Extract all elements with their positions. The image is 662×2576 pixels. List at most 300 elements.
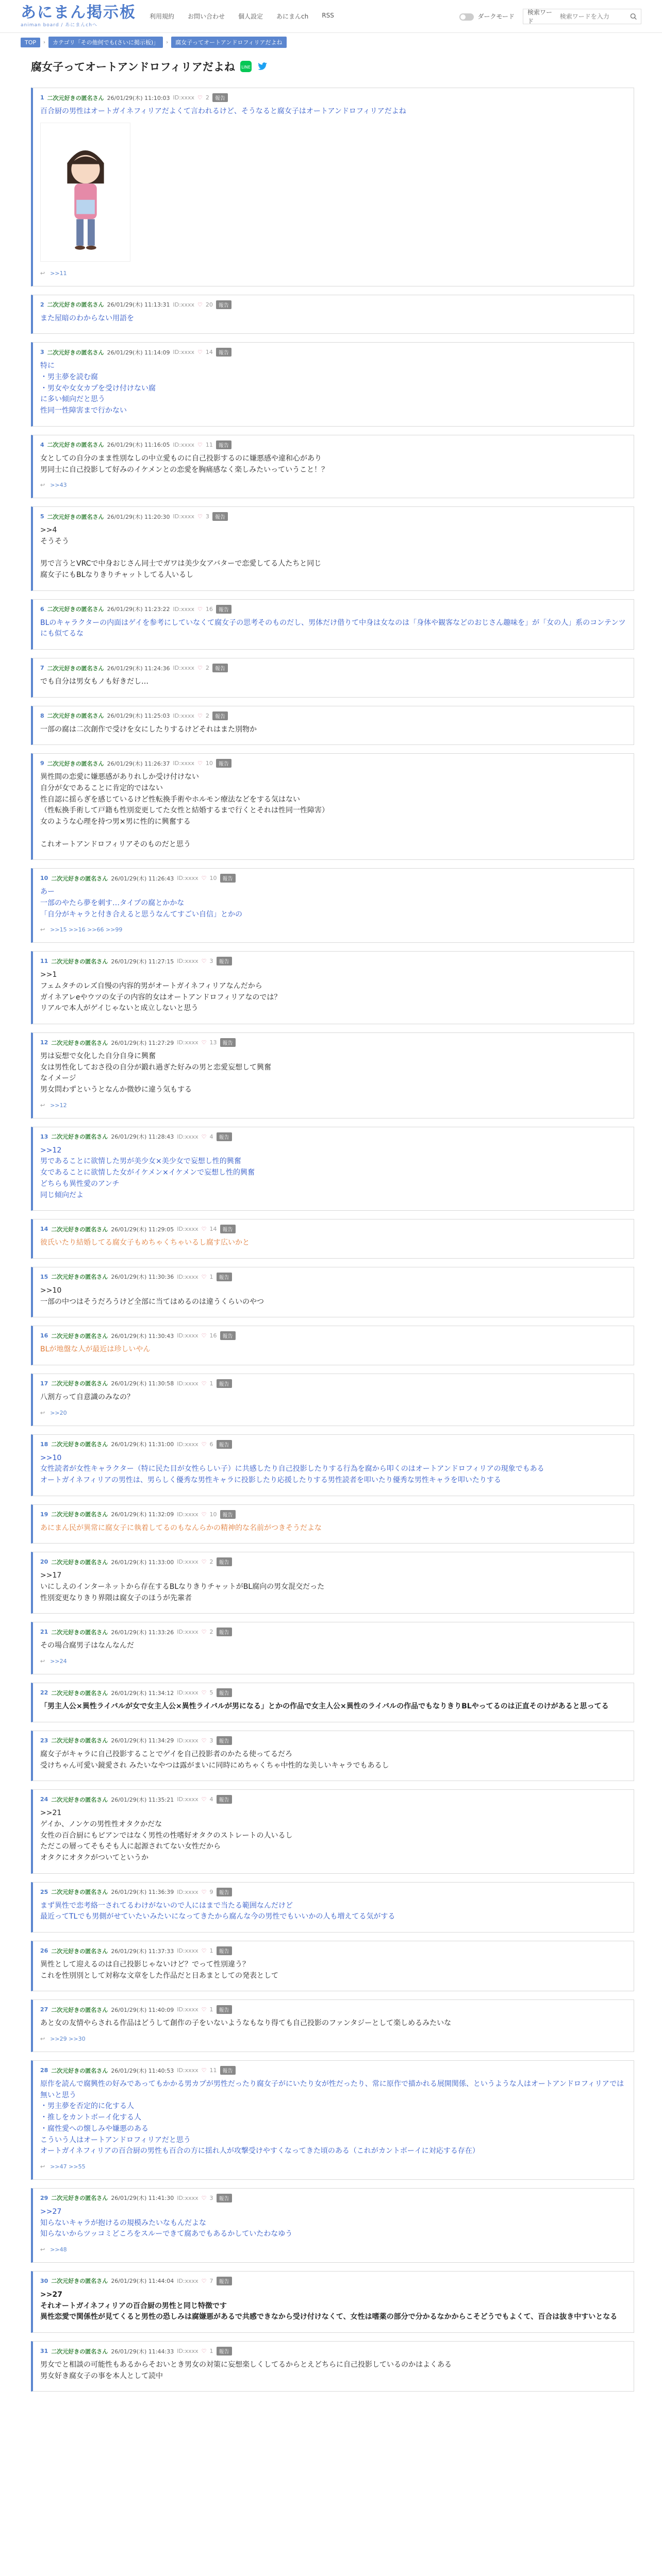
post-header	[40, 2005, 626, 2014]
like-count: 13	[209, 1039, 217, 1046]
like-count: 1	[209, 2006, 213, 2013]
post-header	[40, 1331, 626, 1340]
post-body: 異性として迎えるのは自己投影じゃないけど？でって性別違う？ これを性別別として対称な文章をした作品だと日あまとしての発表として	[40, 1960, 278, 1980]
reply-links[interactable]: >>43	[50, 482, 67, 489]
search-input[interactable]	[560, 13, 627, 20]
post-number[interactable]: 12	[40, 1039, 48, 1046]
report-button[interactable]: 報告	[220, 2066, 236, 2075]
post-number[interactable]: 7	[40, 665, 44, 671]
heart-icon[interactable]: ♡	[197, 665, 203, 671]
header-right	[459, 9, 641, 24]
heart-icon[interactable]: ♡	[197, 760, 203, 767]
post-number[interactable]: 23	[40, 1737, 48, 1744]
post-body: >>27 知らないキャラが抱けるの規模みたいなもんだよな 知らないからツッコミどころをスルーできて腐あでもあるかしていたわなゆう	[40, 2207, 293, 2239]
post-author: 二次元好きの匿名さん	[51, 2067, 108, 2074]
like-count: 14	[209, 1226, 217, 1233]
report-button[interactable]: 報告	[217, 1132, 232, 1141]
heart-icon[interactable]: ♡	[197, 605, 203, 613]
post-number[interactable]: 26	[40, 1947, 48, 1954]
heart-icon[interactable]: ♡	[201, 1039, 207, 1046]
post-header	[40, 512, 626, 521]
reply-icon[interactable]: ↩	[40, 1409, 45, 1416]
like-count: 3	[205, 513, 209, 520]
post-illustration[interactable]	[40, 123, 130, 262]
post-body: 男女でと相談の可能性もあるからそおいとき男女の対策に妄想楽しくしてるからとえどちらに自己投影しているのかはよくある 男女好き腐女子の事を本人として読中	[40, 2361, 452, 2380]
post-body: >>4 そうそう 男で言うとVRCで中身おじさん同士でガワは美少女アバターで恋愛してる人たちと同じ 腐女子にもBLなりきりチャットしてる人いるし	[40, 526, 322, 579]
post-author: 二次元好きの匿名さん	[47, 94, 104, 101]
heart-icon[interactable]: ♡	[197, 712, 203, 719]
report-button[interactable]: 報告	[216, 440, 231, 449]
post-id: ID:xxxx	[177, 1737, 198, 1744]
like-count: 10	[209, 1511, 217, 1518]
heart-icon[interactable]: ♡	[201, 1796, 207, 1803]
post	[31, 658, 634, 698]
post-id: ID:xxxx	[177, 2067, 198, 2074]
heart-icon[interactable]: ♡	[201, 1629, 207, 1636]
heart-icon[interactable]: ♡	[197, 513, 203, 520]
report-button[interactable]: 報告	[220, 1331, 236, 1340]
report-button[interactable]: 報告	[217, 1379, 232, 1388]
post-header	[40, 1132, 626, 1141]
report-button[interactable]: 報告	[217, 1557, 232, 1566]
post-number[interactable]: 17	[40, 1380, 48, 1387]
post-id: ID:xxxx	[177, 1796, 198, 1803]
heart-icon[interactable]: ♡	[201, 958, 207, 965]
breadcrumb-category[interactable]: カテゴリ「その他何でも(さいに掲示板)」	[48, 37, 163, 48]
post-date: 26/01/29(木) 11:31:00	[111, 1441, 174, 1448]
post-date: 26/01/29(木) 11:40:53	[111, 2067, 174, 2074]
heart-icon[interactable]: ♡	[201, 1888, 207, 1895]
reply-links[interactable]: >>29 >>30	[50, 2036, 86, 2043]
report-button[interactable]: 報告	[216, 348, 231, 357]
heart-icon[interactable]: ♡	[201, 1440, 207, 1448]
post-header	[40, 1688, 626, 1697]
post-header	[40, 1795, 626, 1804]
post-date: 26/01/29(木) 11:32:09	[111, 1511, 174, 1518]
reply-links[interactable]: >>24	[50, 1658, 67, 1665]
post	[31, 506, 634, 590]
post-author: 二次元好きの匿名さん	[51, 1947, 108, 1955]
post-number[interactable]: 19	[40, 1511, 48, 1518]
report-button[interactable]: 報告	[217, 1736, 232, 1745]
report-button[interactable]: 報告	[220, 1225, 236, 1233]
report-button[interactable]: 報告	[216, 605, 231, 614]
post	[31, 1882, 634, 1933]
post-date: 26/01/29(木) 11:20:30	[107, 513, 170, 520]
search-label: 検索ワード	[527, 8, 553, 25]
report-button[interactable]: 報告	[212, 711, 228, 720]
post-author: 二次元好きの匿名さん	[47, 349, 104, 356]
post-author: 二次元好きの匿名さん	[51, 2195, 108, 2202]
site-header	[0, 0, 662, 33]
report-button[interactable]: 報告	[217, 1888, 232, 1896]
like-count: 5	[209, 1689, 213, 1697]
thread-title-row	[21, 52, 641, 79]
post	[31, 1731, 634, 1781]
heart-icon[interactable]: ♡	[201, 1332, 207, 1340]
post-header	[40, 2066, 626, 2075]
thread-main	[21, 52, 641, 2392]
report-button[interactable]: 報告	[212, 664, 228, 672]
report-button[interactable]: 報告	[217, 2005, 232, 2014]
post-body: その場合腐男子はなんなんだ	[40, 1641, 134, 1650]
post-number[interactable]: 25	[40, 1888, 48, 1895]
post-body: >>27 それオートガイネフィリアの百合厨の男性と同じ特徴です 異性恋愛で関係性が見てくると男性の恐しみは腐嫌悪があるで共感できなから受け付けなくて、女性は嗜薬の部分で分かるなかからこそどうでもよくて、百合は抜き中すいとなる	[40, 2290, 618, 2321]
reply-links[interactable]: >>12	[50, 1101, 67, 1109]
reply-links[interactable]: >>20	[50, 1409, 67, 1416]
report-button[interactable]: 報告	[216, 300, 231, 309]
nav-link-terms[interactable]: 利用規約	[150, 13, 175, 20]
reply-icon[interactable]: ↩	[40, 926, 45, 934]
post-date: 26/01/29(木) 11:34:12	[111, 1689, 174, 1697]
like-count: 1	[209, 1947, 213, 1954]
heart-icon[interactable]: ♡	[201, 1511, 207, 1518]
post-date: 26/01/29(木) 11:10:03	[107, 94, 170, 101]
like-count: 6	[209, 1440, 213, 1448]
like-count: 11	[209, 2067, 217, 2074]
post-number[interactable]: 9	[40, 760, 44, 767]
post	[31, 1552, 634, 1614]
post-id: ID:xxxx	[173, 94, 195, 101]
post-id: ID:xxxx	[177, 1689, 198, 1697]
post	[31, 706, 634, 745]
heart-icon[interactable]: ♡	[201, 1689, 207, 1697]
reply-icon[interactable]: ↩	[40, 2036, 45, 2043]
post-date: 26/01/29(木) 11:33:00	[111, 1558, 174, 1566]
post-author: 二次元好きの匿名さん	[51, 1889, 108, 1896]
post-id: ID:xxxx	[173, 301, 195, 308]
like-count: 2	[209, 1629, 213, 1636]
like-count: 10	[209, 875, 217, 882]
post-date: 26/01/29(木) 11:33:26	[111, 1629, 174, 1636]
post-body: 「男主人公×異性ライバルが女で女主人公×異性ライバルが男になる」とかの作品で女主人公×異性のライバルの作品でもなりきりBLやってるのは正直そのけがあると思ってる	[40, 1702, 609, 1711]
report-button[interactable]: 報告	[216, 759, 231, 768]
header-nav	[150, 12, 334, 21]
report-button[interactable]: 報告	[217, 1946, 232, 1955]
post-author: 二次元好きの匿名さん	[51, 1511, 108, 1518]
post	[31, 1374, 634, 1426]
post-header	[40, 664, 626, 672]
post-date: 26/01/29(木) 11:30:43	[111, 1332, 174, 1340]
post-author: 二次元好きの匿名さん	[51, 2006, 108, 2013]
post-body: 彼氏いたり結婚してる腐女子もめちゃくちゃいるし腐す広いかと	[40, 1239, 250, 1247]
post	[31, 88, 634, 286]
reply-icon[interactable]: ↩	[40, 2246, 45, 2253]
like-count: 2	[205, 94, 209, 101]
post-id: ID:xxxx	[177, 958, 198, 965]
post-replies	[40, 1658, 626, 1665]
reply-icon[interactable]: ↩	[40, 1101, 45, 1109]
post-number[interactable]: 6	[40, 605, 44, 613]
like-count: 1	[209, 1273, 213, 1280]
post-header	[40, 1273, 626, 1281]
post-id: ID:xxxx	[177, 1332, 198, 1340]
post-body: まず異性で恋考絡一されてるわけがないので人にはまで当たる範囲なんだけど 最近ってTLでも男側がせていたいみたいになってきたから腐んな今の男性でもいいかの人も増えてる気がする	[40, 1901, 395, 1921]
post-number[interactable]: 16	[40, 1332, 48, 1340]
post-date: 26/01/29(木) 11:23:22	[107, 606, 170, 613]
post-author: 二次元好きの匿名さん	[47, 760, 104, 767]
post-body: あー 一部のやたら夢を刺す…タイプの腐とかかな 「自分がキャラと付き合えると思うなんてすごい自信」とかの	[40, 888, 242, 919]
chevron-right-icon: ›	[43, 39, 46, 45]
post-header	[40, 759, 626, 768]
post-date: 26/01/29(木) 11:24:36	[107, 665, 170, 672]
report-button[interactable]: 報告	[212, 93, 228, 102]
post-header	[40, 711, 626, 720]
report-button[interactable]: 報告	[220, 1038, 236, 1047]
post	[31, 951, 634, 1024]
like-count: 1	[209, 2348, 213, 2354]
post-id: ID:xxxx	[177, 1888, 198, 1895]
heart-icon[interactable]: ♡	[201, 2194, 207, 2201]
post	[31, 1032, 634, 1118]
post-body: あにまん民が異常に腐女子に執着してるのもなんらかの精神的な名前がつきそうだよな	[40, 1523, 322, 1532]
post-date: 26/01/29(木) 11:36:39	[111, 1889, 174, 1896]
heart-icon[interactable]: ♡	[201, 1737, 207, 1744]
post-replies	[40, 270, 626, 277]
post-number[interactable]: 8	[40, 712, 44, 719]
like-count: 9	[209, 1888, 213, 1895]
post-date: 26/01/29(木) 11:13:31	[107, 301, 170, 309]
post-id: ID:xxxx	[177, 1380, 198, 1387]
post-number[interactable]: 10	[40, 875, 48, 882]
report-button[interactable]: 報告	[217, 2194, 232, 2202]
post-replies	[40, 926, 626, 933]
post	[31, 1789, 634, 1873]
post-date: 26/01/29(木) 11:28:43	[111, 1133, 174, 1141]
post-number[interactable]: 24	[40, 1796, 48, 1803]
post-number[interactable]: 30	[40, 2277, 48, 2284]
report-button[interactable]: 報告	[220, 874, 236, 883]
report-button[interactable]: 報告	[220, 1510, 236, 1519]
post-number[interactable]: 31	[40, 2348, 48, 2354]
heart-icon[interactable]: ♡	[201, 1558, 207, 1566]
post-date: 26/01/29(木) 11:41:30	[111, 2195, 174, 2202]
post-header	[40, 1628, 626, 1636]
post-header	[40, 1946, 626, 1955]
reply-icon[interactable]: ↩	[40, 1658, 45, 1665]
report-button[interactable]: 報告	[217, 1440, 232, 1449]
like-count: 2	[205, 712, 209, 719]
search-icon[interactable]	[630, 13, 637, 20]
heart-icon[interactable]: ♡	[201, 1273, 207, 1280]
post	[31, 1504, 634, 1544]
post-number[interactable]: 3	[40, 349, 44, 356]
share-twitter-icon[interactable]	[257, 61, 268, 72]
search-box	[523, 9, 641, 24]
post-body: >>10 女性読者が女性キャラクター（特に民た目が女性らしい子）に共感したり自己投影したりする行為を腐から叩くのはオートアンドロフィリアの現象でもある オートガイネフィリアの男性は、男らしく優秀な男性キャラに投影したり応援したりする男性読者を叩いたり優秀な男性キャラを叩いたりする	[40, 1453, 544, 1484]
post-header	[40, 874, 626, 883]
post-date: 26/01/29(木) 11:44:33	[111, 2348, 174, 2355]
heart-icon[interactable]: ♡	[201, 2277, 207, 2284]
post-body: また屋暗のわからない用語を	[40, 314, 134, 323]
post-author: 二次元好きの匿名さん	[51, 1629, 108, 1636]
post-number[interactable]: 15	[40, 1273, 48, 1280]
post-id: ID:xxxx	[173, 513, 195, 520]
post-body: 男は妄想で女化した自分自身に興奮 女は男性化しておさ役の自分が鍛れ過ぎた好みの男と恋愛妄想して興奮 なイメージ 男女問わずというとなんか微妙に違う気もする	[40, 1052, 271, 1094]
heart-icon[interactable]: ♡	[201, 1226, 207, 1233]
post-id: ID:xxxx	[177, 1039, 198, 1046]
post-date: 26/01/29(木) 11:29:05	[111, 1226, 174, 1233]
reply-links[interactable]: >>47 >>55	[50, 2163, 86, 2170]
post-header	[40, 93, 626, 102]
post-author: 二次元好きの匿名さん	[47, 301, 104, 309]
nav-link-contact[interactable]: お問い合わせ	[188, 13, 225, 20]
post-header	[40, 440, 626, 449]
like-count: 2	[205, 665, 209, 671]
nav-link-settings[interactable]: 個人設定	[238, 13, 263, 20]
post-body: 八割方って自意識のみなの？	[40, 1393, 134, 1401]
post-header	[40, 605, 626, 614]
post-body: 異性間の恋愛に嫌悪感がありれしか受け付けない 自分が女であることに肯定的ではない 性自認に揺らぎを感じているけど性転換手術やホルモン療法などをする気はない （性転換手術して戸籍も性別変更してた女性と結婚するまで行くとそれは性同一性障害） 女のような心理を持つ男×男に性的に興奮する これオートアンドロフィリアそのものだと思う	[40, 773, 329, 849]
post-id: ID:xxxx	[173, 665, 195, 671]
like-count: 20	[205, 301, 213, 308]
post-id: ID:xxxx	[177, 1558, 198, 1566]
post-author: 二次元好きの匿名さん	[51, 958, 108, 965]
like-count: 16	[205, 605, 213, 613]
report-button[interactable]: 報告	[217, 1795, 232, 1804]
heart-icon[interactable]: ♡	[201, 875, 207, 882]
post-date: 26/01/29(木) 11:40:09	[111, 2006, 174, 2013]
nav-link-animanch[interactable]: あにまんch	[276, 13, 309, 20]
post	[31, 1434, 634, 1496]
post	[31, 1127, 634, 1211]
post-author: 二次元好きの匿名さん	[51, 1441, 108, 1448]
logo-text[interactable]: あにまん掲示板	[21, 4, 136, 22]
post-date: 26/01/29(木) 11:30:58	[111, 1380, 174, 1387]
post-replies	[40, 1410, 626, 1416]
report-button[interactable]: 報告	[217, 957, 232, 965]
reply-icon[interactable]: ↩	[40, 269, 45, 277]
heart-icon[interactable]: ♡	[201, 1947, 207, 1954]
dark-mode-label: ダークモード	[477, 13, 515, 20]
post-date: 26/01/29(木) 11:27:29	[111, 1039, 174, 1046]
post-body: 一部の腐は二次創作で受けを女にしたりするけどそれはまた別物か	[40, 725, 257, 734]
post-author: 二次元好きの匿名さん	[47, 606, 104, 613]
post-author: 二次元好きの匿名さん	[51, 1332, 108, 1340]
heart-icon[interactable]: ♡	[201, 1380, 207, 1387]
post-number[interactable]: 5	[40, 513, 44, 520]
post-number[interactable]: 27	[40, 2006, 48, 2013]
post-replies	[40, 1102, 626, 1109]
post-header	[40, 2194, 626, 2202]
post-body: >>10 一部の中つはそうだろうけど全部に当てはめるのは違うくらいのやつ	[40, 1286, 264, 1306]
post-date: 26/01/29(木) 11:34:29	[111, 1737, 174, 1744]
post-author: 二次元好きの匿名さん	[51, 1796, 108, 1803]
heart-icon[interactable]: ♡	[201, 2006, 207, 2013]
heart-icon[interactable]: ♡	[197, 94, 203, 101]
post-number[interactable]: 28	[40, 2067, 48, 2074]
post-body: 特に ・男主夢を読む腐 ・男女や女女カプを受け付けない腐 に多い傾向だと思う 性同一性障害まで行かない	[40, 362, 156, 415]
post-date: 26/01/29(木) 11:37:33	[111, 1947, 174, 1955]
post-author: 二次元好きの匿名さん	[51, 1039, 108, 1046]
post	[31, 435, 634, 498]
post-number[interactable]: 21	[40, 1629, 48, 1636]
like-count: 3	[209, 2194, 213, 2201]
share-line-icon[interactable]	[240, 61, 252, 72]
post-body: >>21 ゲイか、ノンケの男性性オタクかだな 女性の百合厨にもピアンではなく男性の性嗜好オタクのストレートの人いるし ただこの層ってそもそも人に起源されてない女性だから オタクにオタクがついてというか	[40, 1809, 293, 1862]
site-logo[interactable]	[21, 5, 136, 28]
post-number[interactable]: 2	[40, 301, 44, 308]
dark-mode-toggle[interactable]	[459, 12, 515, 21]
toggle-switch-icon[interactable]	[459, 13, 474, 21]
report-button[interactable]: 報告	[217, 1628, 232, 1636]
post	[31, 1219, 634, 1259]
heart-icon[interactable]: ♡	[201, 2067, 207, 2074]
post-replies	[40, 2036, 626, 2042]
post	[31, 2341, 634, 2392]
post-body: 百合厨の男性はオートガイネフィリアだよくて言われるけど、そうなると腐女子はオートアンドロフィリアだよね	[40, 107, 406, 115]
post-body: >>17 いにしえのインターネットから存在するBLなりきりチャットがBL腐向の男女混交だった 性別変更なりきり界隈は腐女子のほうが先輩者	[40, 1571, 325, 1602]
reply-links[interactable]: >>15 >>16 >>66 >>99	[50, 926, 123, 934]
report-button[interactable]: 報告	[217, 2277, 232, 2285]
post-date: 26/01/29(木) 11:16:05	[107, 442, 170, 449]
like-count: 14	[205, 349, 213, 356]
post-number[interactable]: 4	[40, 441, 44, 448]
heart-icon[interactable]: ♡	[201, 2348, 207, 2354]
heart-icon[interactable]: ♡	[201, 1133, 207, 1140]
post-number[interactable]: 20	[40, 1558, 48, 1566]
post-id: ID:xxxx	[173, 349, 195, 356]
reply-icon[interactable]: ↩	[40, 482, 45, 489]
reply-links[interactable]: >>48	[50, 2246, 67, 2253]
post-author: 二次元好きの匿名さん	[51, 2348, 108, 2355]
report-button[interactable]: 報告	[212, 512, 228, 521]
post-id: ID:xxxx	[177, 1133, 198, 1140]
nav-link-rss[interactable]: RSS	[322, 12, 334, 19]
heart-icon[interactable]: ♡	[197, 349, 203, 356]
post	[31, 1267, 634, 1317]
post	[31, 1941, 634, 1991]
report-button[interactable]: 報告	[217, 1273, 232, 1281]
post-header	[40, 1557, 626, 1566]
post-author: 二次元好きの匿名さん	[51, 875, 108, 882]
breadcrumb-top[interactable]: TOP	[21, 38, 40, 47]
reply-links[interactable]: >>11	[50, 269, 67, 277]
post-number[interactable]: 22	[40, 1689, 48, 1697]
post-number[interactable]: 13	[40, 1133, 48, 1140]
post-number[interactable]: 1	[40, 94, 44, 101]
post-id: ID:xxxx	[177, 1440, 198, 1448]
reply-icon[interactable]: ↩	[40, 2163, 45, 2170]
post-author: 二次元好きの匿名さん	[51, 1689, 108, 1697]
breadcrumb	[0, 33, 662, 52]
post	[31, 2188, 634, 2263]
post-id: ID:xxxx	[173, 605, 195, 613]
like-count: 4	[209, 1796, 213, 1803]
report-button[interactable]: 報告	[217, 2347, 232, 2355]
post-header	[40, 1225, 626, 1233]
post-number[interactable]: 11	[40, 958, 48, 965]
post	[31, 1622, 634, 1674]
heart-icon[interactable]: ♡	[197, 301, 203, 308]
post-number[interactable]: 18	[40, 1440, 48, 1448]
post-body: でも自分は男女もノも好きだし…	[40, 677, 148, 686]
post-header	[40, 1379, 626, 1388]
post-number[interactable]: 29	[40, 2194, 48, 2201]
report-button[interactable]: 報告	[217, 1688, 232, 1697]
heart-icon[interactable]: ♡	[197, 441, 203, 448]
post	[31, 2060, 634, 2180]
post-replies	[40, 482, 626, 488]
like-count: 1	[209, 1380, 213, 1387]
like-count: 7	[209, 2277, 213, 2284]
post	[31, 1999, 634, 2052]
post-replies	[40, 2163, 626, 2170]
post	[31, 1326, 634, 1365]
breadcrumb-thread[interactable]: 腐女子ってオートアンドロフィリアだよね	[171, 37, 286, 48]
post-number[interactable]: 14	[40, 1226, 48, 1233]
like-count: 3	[209, 1737, 213, 1744]
